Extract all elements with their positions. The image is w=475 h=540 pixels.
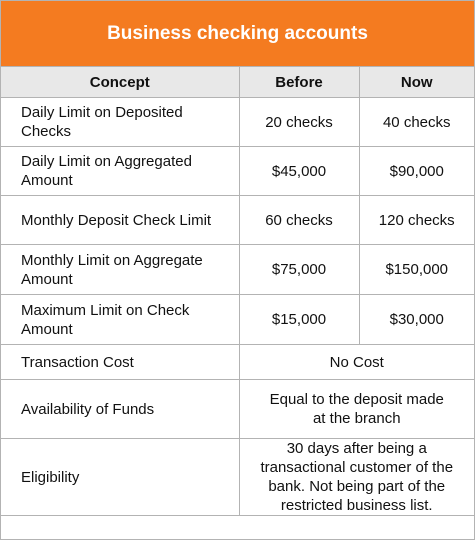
table-row bbox=[1, 196, 474, 245]
row-concept: Eligibility bbox=[1, 439, 239, 516]
row-concept: Transaction Cost bbox=[1, 345, 239, 380]
table-row bbox=[1, 98, 474, 147]
row-concept: Daily Limit on Deposited Checks bbox=[1, 98, 239, 147]
column-header-now: Now bbox=[359, 67, 474, 98]
table-title: Business checking accounts bbox=[1, 1, 474, 67]
table-row bbox=[1, 147, 474, 196]
table-row bbox=[1, 380, 474, 439]
row-concept: Monthly Limit on Aggregate Amount bbox=[1, 245, 239, 295]
row-merged-value: 30 days after being a transactional customer of the bank. Not being part of the restricted business list. bbox=[239, 439, 474, 516]
row-concept: Maximum Limit on Check Amount bbox=[1, 295, 239, 345]
row-now-value: $30,000 bbox=[359, 295, 474, 345]
row-merged-value: No Cost bbox=[239, 345, 474, 380]
row-before-value: 60 checks bbox=[239, 196, 359, 245]
row-before-value: $75,000 bbox=[239, 245, 359, 295]
row-merged-value: Equal to the deposit made at the branch bbox=[239, 380, 474, 439]
row-now-value: $90,000 bbox=[359, 147, 474, 196]
row-before-value: $15,000 bbox=[239, 295, 359, 345]
table-row bbox=[1, 245, 474, 295]
column-header-before: Before bbox=[239, 67, 359, 98]
row-concept: Availability of Funds bbox=[1, 380, 239, 439]
row-before-value: 20 checks bbox=[239, 98, 359, 147]
column-header-concept: Concept bbox=[1, 67, 239, 98]
row-concept: Monthly Deposit Check Limit bbox=[1, 196, 239, 245]
comparison-table bbox=[1, 67, 474, 516]
table-row bbox=[1, 345, 474, 380]
row-concept: Daily Limit on Aggregated Amount bbox=[1, 147, 239, 196]
table-row bbox=[1, 295, 474, 345]
row-now-value: 40 checks bbox=[359, 98, 474, 147]
row-now-value: $150,000 bbox=[359, 245, 474, 295]
table-row bbox=[1, 439, 474, 516]
column-header-row bbox=[1, 67, 474, 98]
row-before-value: $45,000 bbox=[239, 147, 359, 196]
row-now-value: 120 checks bbox=[359, 196, 474, 245]
